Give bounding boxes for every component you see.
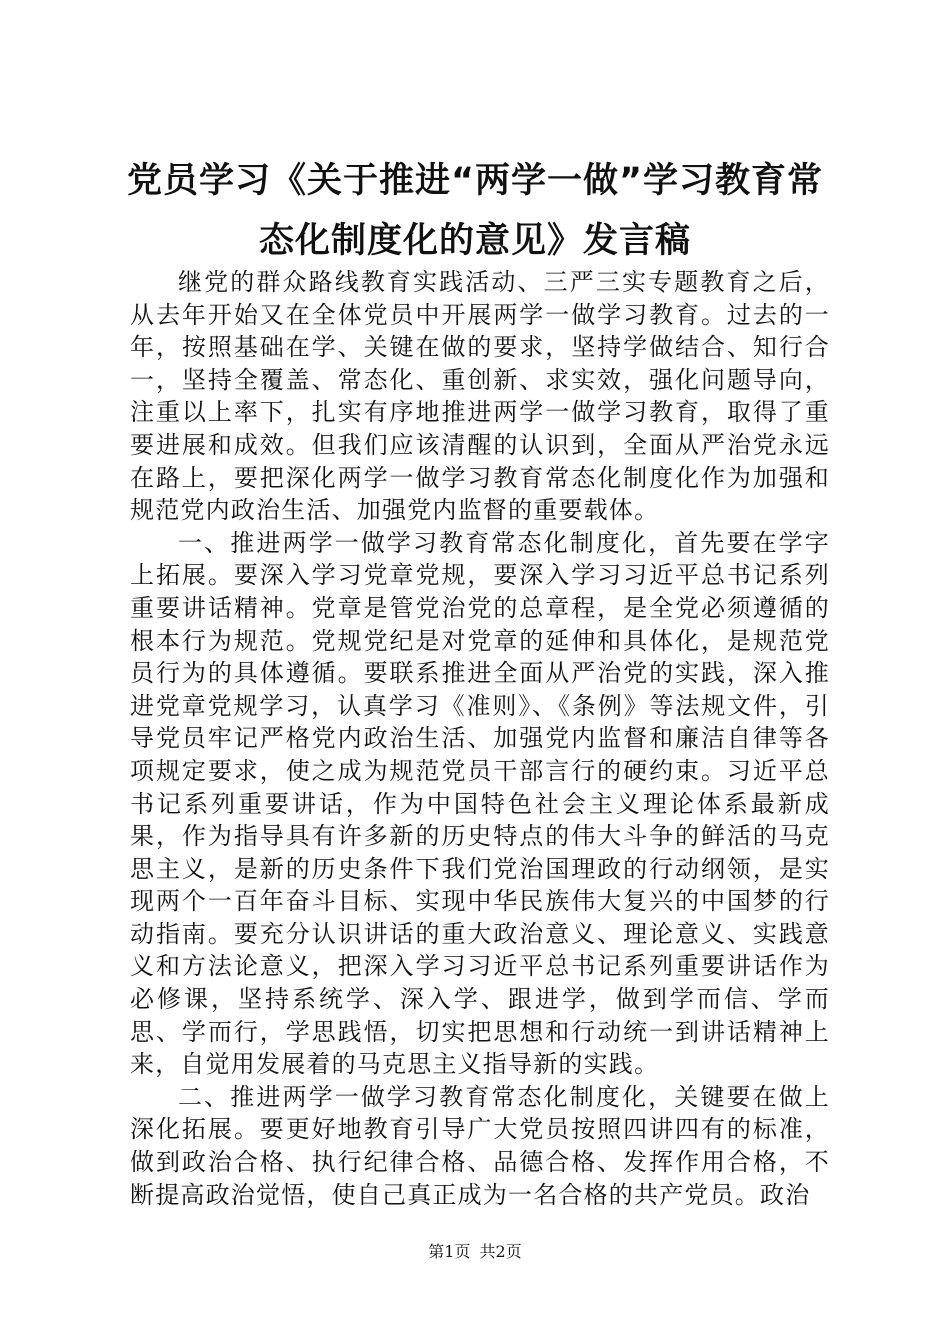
document-body: [130, 266, 830, 1211]
paragraph-section-1: 一、推进两学一做学习教育常态化制度化，首先要在学字上拓展。要深入学习党章党规，要深入学习习近平总书记系列重要讲话精神。党章是管党治党的总章程，是全党必须遵循的根本行为规范。党规党纪是对党章的延伸和具体化，是规范党员行为的具体遵循。要联系推进全面从严治党的实践，深入推进党章党规学习，认真学习《准则》、《条例》等法规文件，引导党员牢记严格党内政治生活、加强党内监督和廉洁自律等各项规定要求，使之成为规范党员干部言行的硬约束。习近平总书记系列重要讲话，作为中国特色社会主义理论体系最新成果，作为指导具有许多新的历史特点的伟大斗争的鲜活的马克思主义，是新的历史条件下我们党治国理政的行动纲领，是实现两个一百年奋斗目标、实现中华民族伟大复兴的中国梦的行动指南。要充分认识讲话的重大政治意义、理论意义、实践意义和方法论意义，把深入学习习近平总书记系列重要讲话作为必修课，坚持系统学、深入学、跟进学，做到学而信、学而思、学而行，学思践悟，切实把思想和行动统一到讲话精神上来，自觉用发展着的马克思主义指导新的实践。: [130, 528, 830, 1079]
document-title-line-2: 态化制度化的意见》发言稿: [258, 221, 691, 261]
page-number-current: 第1页: [428, 1242, 471, 1261]
page-footer: [0, 1241, 950, 1263]
document-title-line-1: 党员学习《关于推进“两学一做”学习教育常: [126, 161, 823, 201]
paragraph-section-2: 二、推进两学一做学习教育常态化制度化，关键要在做上深化拓展。要更好地教育引导广大党员按照四讲四有的标准，做到政治合格、执行纪律合格、品德合格、发挥作用合格，不断提高政治觉悟，使自己真正成为一名合格的共产党员。政治: [130, 1082, 830, 1209]
paragraph-intro: 继党的群众路线教育实践活动、三严三实专题教育之后，从去年开始又在全体党员中开展两学一做学习教育。过去的一年，按照基础在学、关键在做的要求，坚持学做结合、知行合一，坚持全覆盖、常态化、重创新、求实效，强化问题导向，注重以上率下，扎实有序地推进两学一做学习教育，取得了重要进展和成效。但我们应该清醒的认识到，全面从严治党永远在路上，要把深化两学一做学习教育常态化制度化作为加强和规范党内政治生活、加强党内监督的重要载体。: [130, 268, 830, 525]
page-number-total: 共2页: [479, 1242, 522, 1261]
